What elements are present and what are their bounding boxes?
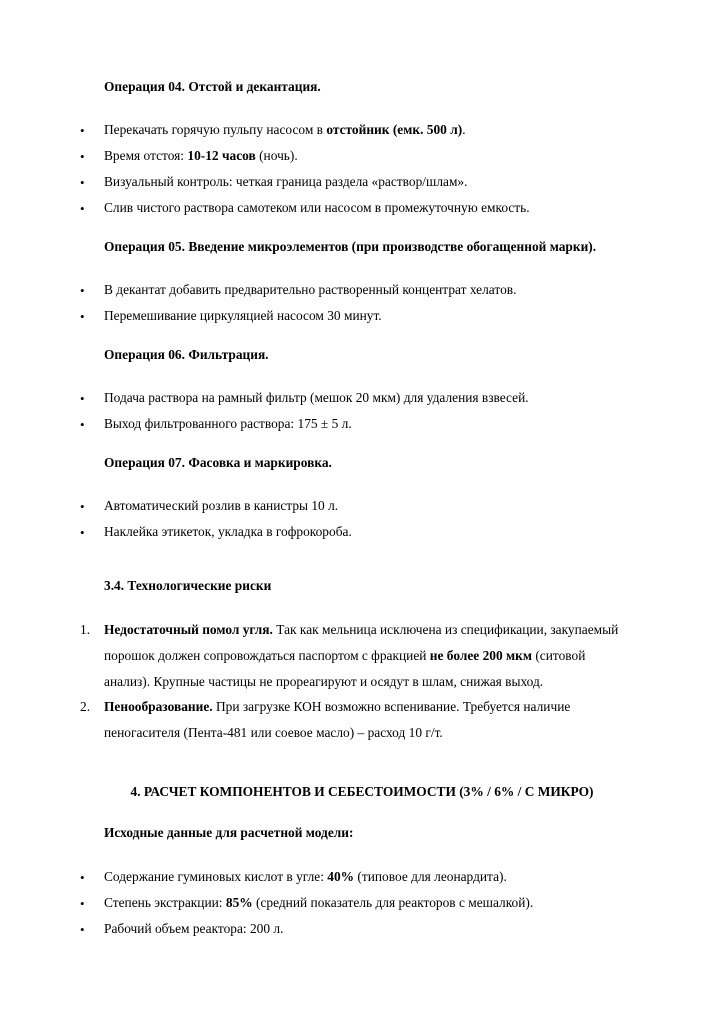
bullet-icon: • <box>80 391 85 406</box>
op07-heading: Операция 07. Фасовка и маркировка. <box>104 455 332 470</box>
risks-heading: 3.4. Технологические риски <box>104 578 272 593</box>
op04-item-1: Перекачать горячую пульпу насосом в отстойник (емк. 500 л). <box>104 122 466 137</box>
op07-item-1: Автоматический розлив в канистры 10 л. <box>104 498 339 513</box>
bullet-icon: • <box>80 417 85 432</box>
section4-subheading: Исходные данные для расчетной модели: <box>104 825 354 840</box>
risk-2-line-1: Пенообразование. При загрузке КОН возможно вспенивание. Требуется наличие <box>104 699 571 714</box>
op04-item-2: Время отстоя: 10-12 часов (ночь). <box>104 148 298 163</box>
risk-number: 1. <box>80 622 91 637</box>
op05-item-1: В декантат добавить предварительно растворенный концентрат хелатов. <box>104 282 517 297</box>
op04-item-3: Визуальный контроль: четкая граница раздела «раствор/шлам». <box>104 174 468 189</box>
section4-heading: 4. РАСЧЕТ КОМПОНЕНТОВ И СЕБЕСТОИМОСТИ (3% / 6% / С МИКРО) <box>130 784 594 799</box>
risk-1-line-3: анализ). Крупные частицы не прореагируют и осядут в шлам, снижая выход. <box>104 674 544 689</box>
section4-item-1: Содержание гуминовых кислот в угле: 40% (типовое для леонардита). <box>104 869 507 884</box>
bullet-icon: • <box>80 525 85 540</box>
risk-1-line-2: порошок должен сопровождаться паспортом с фракцией не более 200 мкм (ситовой <box>104 648 586 663</box>
section4-item-3: Рабочий объем реактора: 200 л. <box>104 921 284 936</box>
bullet-icon: • <box>80 870 85 885</box>
bullet-icon: • <box>80 896 85 911</box>
risk-number: 2. <box>80 699 91 714</box>
bullet-icon: • <box>80 175 85 190</box>
risk-2-line-2: пеногасителя (Пента-481 или соевое масло) – расход 10 г/т. <box>104 725 443 740</box>
bullet-icon: • <box>80 149 85 164</box>
op06-heading: Операция 06. Фильтрация. <box>104 347 269 362</box>
section4-item-2: Степень экстракции: 85% (средний показатель для реакторов с мешалкой). <box>104 895 534 910</box>
bullet-icon: • <box>80 309 85 324</box>
op05-item-2: Перемешивание циркуляцией насосом 30 минут. <box>104 308 382 323</box>
risk-1-line-1: Недостаточный помол угля. Так как мельница исключена из спецификации, закупаемый <box>104 622 619 637</box>
bullet-icon: • <box>80 922 85 937</box>
op04-heading: Операция 04. Отстой и декантация. <box>104 79 321 94</box>
op06-item-2: Выход фильтрованного раствора: 175 ± 5 л. <box>104 416 352 431</box>
op05-heading: Операция 05. Введение микроэлементов (при производстве обогащенной марки). <box>104 239 597 254</box>
op06-item-1: Подача раствора на рамный фильтр (мешок 20 мкм) для удаления взвесей. <box>104 390 529 405</box>
op04-item-4: Слив чистого раствора самотеком или насосом в промежуточную емкость. <box>104 200 530 215</box>
bullet-icon: • <box>80 283 85 298</box>
op07-item-2: Наклейка этикеток, укладка в гофрокороба. <box>104 524 352 539</box>
bullet-icon: • <box>80 201 85 216</box>
bullet-icon: • <box>80 123 85 138</box>
bullet-icon: • <box>80 499 85 514</box>
